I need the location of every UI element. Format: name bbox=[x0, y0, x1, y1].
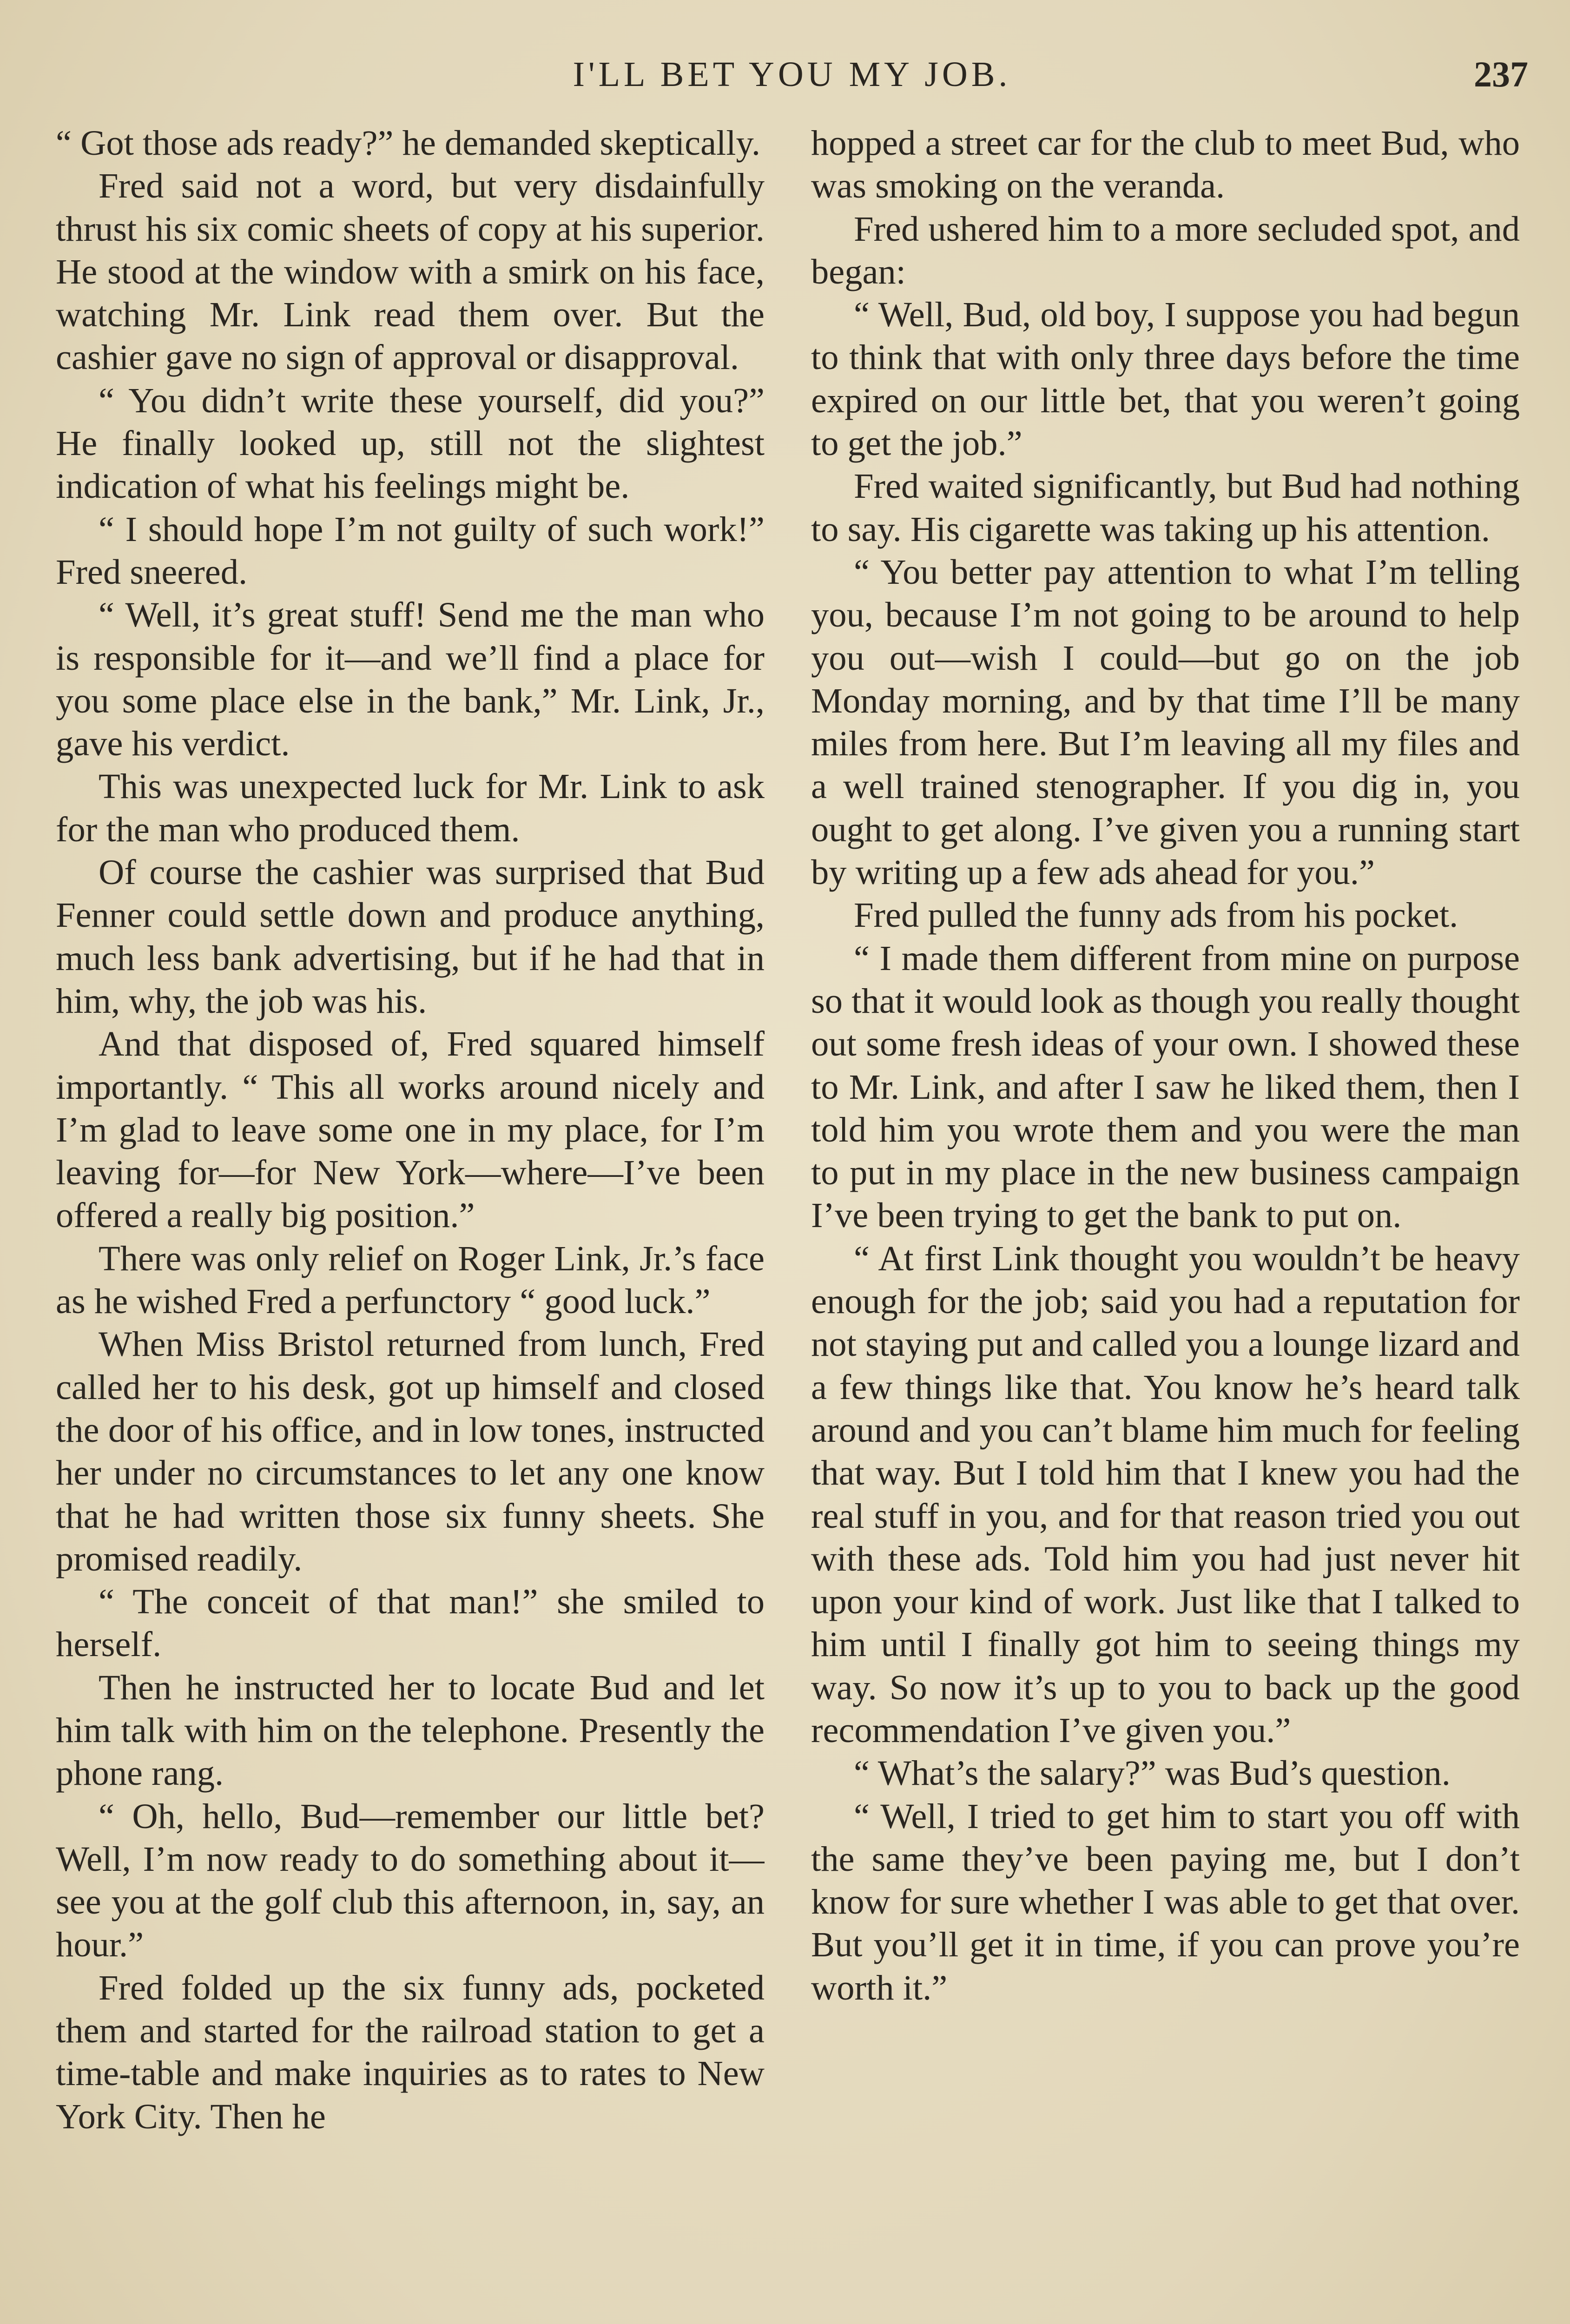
paragraph: Then he instructed her to locate Bud and let him talk with him on the telephone. Presently the phone rang. bbox=[56, 1667, 765, 1793]
paragraph: “ Well, I tried to get him to start you off with the same they’ve been paying me, but I don’t know for sure whether I was able to get that over. But you’ll get it in time, if you can prove you’re worth it.” bbox=[811, 1796, 1520, 2007]
paragraph: Fred said not a word, but very disdainfully thrust his six comic sheets of copy at his superior. He stood at the window with a smirk on his face, watching Mr. Link read them over. But the cashier gave no sign of approval or disapproval. bbox=[56, 166, 765, 377]
paragraph: “ Well, it’s great stuff! Send me the man who is responsible for it—and we’ll find a place for you some place else in the bank,” Mr. Link, Jr., gave his verdict. bbox=[56, 595, 765, 764]
paragraph: “ You didn’t write these yourself, did you?” He finally looked up, still not the slightest indication of what his feelings might be. bbox=[56, 380, 765, 506]
paragraph: This was unexpected luck for Mr. Link to ask for the man who produced them. bbox=[56, 766, 765, 849]
paragraph: Fred pulled the funny ads from his pocket. bbox=[854, 895, 1458, 935]
paragraph: “ What’s the salary?” was Bud’s question. bbox=[854, 1753, 1451, 1793]
paragraph: “ I made them different from mine on purpose so that it would look as though you really thought out some fresh ideas of your own. I showed these to Mr. Link, and after I saw he liked them, then I told him you wrote them and you were the man to put in my place in the new business campaign I’ve been trying to get the bank to put on. bbox=[811, 938, 1520, 1235]
left-column bbox=[56, 122, 765, 2324]
page-number: 237 bbox=[1474, 54, 1528, 94]
paragraph: Fred ushered him to a more secluded spot, and began: bbox=[811, 209, 1520, 291]
running-title: I'LL BET YOU MY JOB. bbox=[573, 55, 1011, 94]
paragraph: “ You better pay attention to what I’m telling you, because I’m not going to be around to help you out—wish I could—but go on the job Monday morning, and by that time I’ll be many miles from here. But I’m leaving all my files and a well trained stenographer. If you dig in, you ought to get along. I’ve given you a running start by writing up a few ads ahead for you.” bbox=[811, 552, 1520, 892]
page-header bbox=[56, 46, 1528, 102]
paragraph: “ Well, Bud, old boy, I suppose you had begun to think that with only three days before the time expired on our little bet, that you weren’t going to get the job.” bbox=[811, 295, 1520, 463]
paragraph: “ I should hope I’m not guilty of such work!” Fred sneered. bbox=[56, 509, 765, 592]
paragraph: “ Oh, hello, Bud—remember our little bet? Well, I’m now ready to do something about it—see you at the golf club this afternoon, in, say, an hour.” bbox=[56, 1796, 765, 1965]
paragraph: There was only relief on Roger Link, Jr.’s face as he wished Fred a perfunctory “ good luck.” bbox=[56, 1238, 765, 1321]
paragraph: Of course the cashier was surprised that Bud Fenner could settle down and produce anything, much less bank advertising, but if he had that in him, why, the job was his. bbox=[56, 852, 765, 1021]
paragraph: When Miss Bristol returned from lunch, Fred called her to his desk, got up himself and closed the door of his office, and in low tones, instructed her under no circumstances to let any one know that he had written those six funny sheets. She promised readily. bbox=[56, 1324, 765, 1578]
paragraph: And that disposed of, Fred squared himself importantly. “ This all works around nicely and I’m glad to leave some one in my place, for I’m leaving for—for New York—where—I’ve been offered a really big position.” bbox=[56, 1024, 765, 1235]
paragraph: “ The conceit of that man!” she smiled to herself. bbox=[56, 1582, 765, 1664]
text-columns bbox=[56, 122, 1520, 2324]
paragraph: “ Got those ads ready?” he demanded skeptically. bbox=[56, 123, 760, 163]
paragraph: “ At first Link thought you wouldn’t be heavy enough for the job; said you had a reputation for not staying put and called you a lounge lizard and a few things like that. You know he’s heard talk around and you can’t blame him much for feeling that way. But I told him that I knew you had the real stuff in you, and for that reason tried you out with these ads. Told him you had just never hit upon your kind of work. Just like that I talked to him until I finally got him to seeing things my way. So now it’s up to you to back up the good recommendation I’ve given you.” bbox=[811, 1238, 1520, 1750]
paragraph: hopped a street car for the club to meet Bud, who was smoking on the veranda. bbox=[811, 123, 1520, 206]
right-column bbox=[811, 122, 1520, 2324]
paragraph: Fred folded up the six funny ads, pocketed them and started for the railroad station to get a time-table and make inquiries as to rates to New York City. Then he bbox=[56, 1967, 765, 2136]
paragraph: Fred waited significantly, but Bud had nothing to say. His cigarette was taking up his attention. bbox=[811, 466, 1520, 549]
